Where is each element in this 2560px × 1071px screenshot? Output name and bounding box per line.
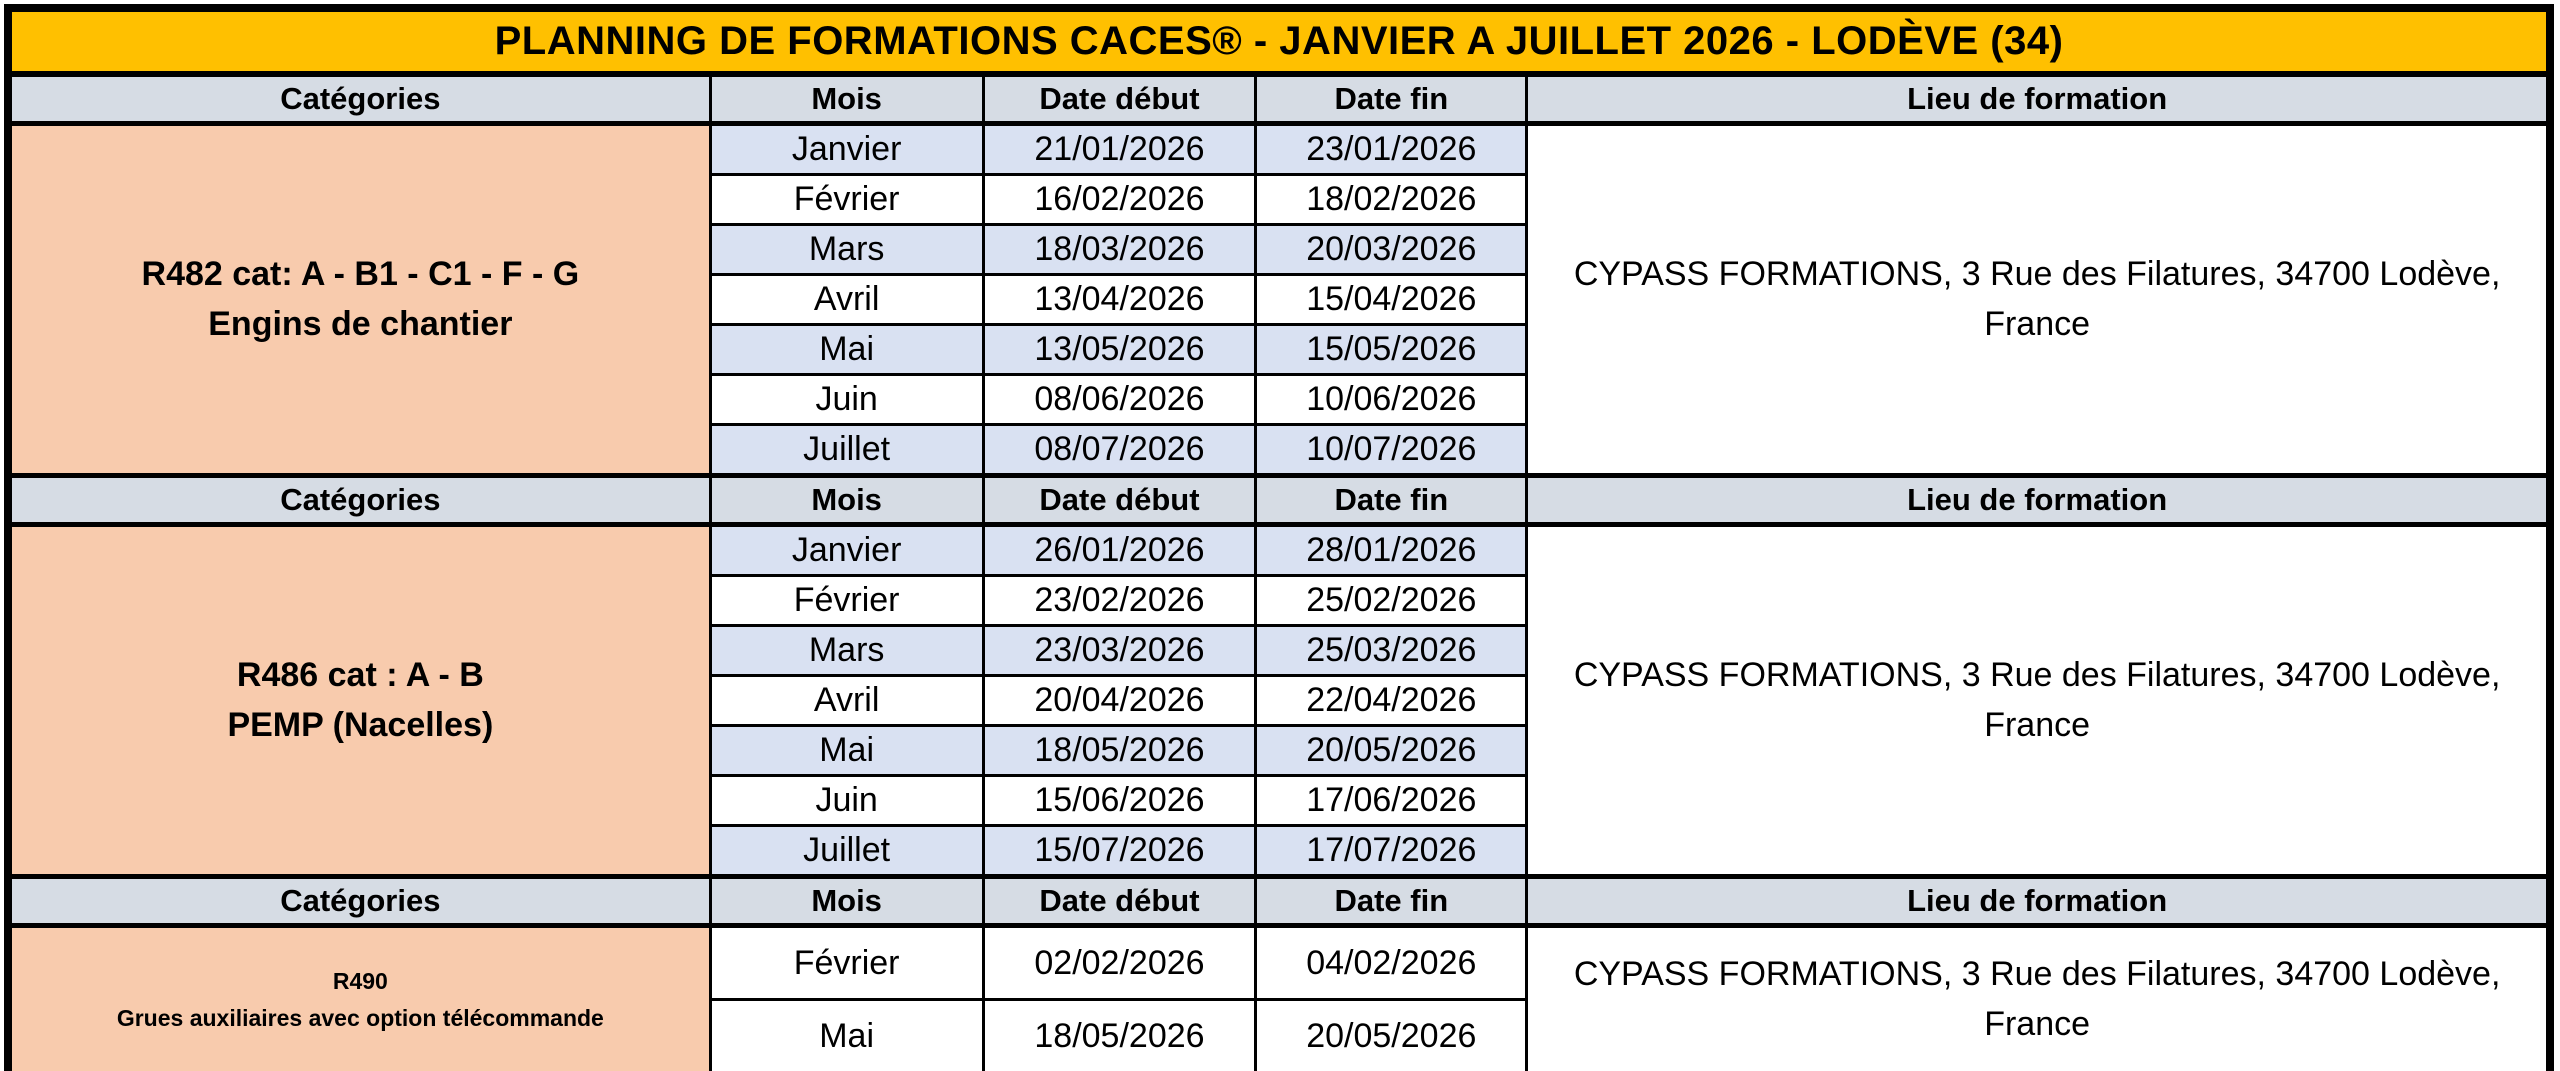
col-header-mois: Mois xyxy=(710,877,983,926)
cell-date-debut: 13/04/2026 xyxy=(983,275,1256,325)
table-row xyxy=(8,926,2550,1000)
cell-mois: Février xyxy=(710,175,983,225)
title-row xyxy=(8,8,2550,74)
col-header-date-debut: Date début xyxy=(983,74,1256,124)
col-header-mois: Mois xyxy=(710,74,983,124)
cell-mois: Janvier xyxy=(710,124,983,175)
cell-date-fin: 15/04/2026 xyxy=(1256,275,1527,325)
cell-mois: Juin xyxy=(710,375,983,425)
category-cell-r490 xyxy=(8,926,710,1071)
table-row xyxy=(8,124,2550,175)
category-subtitle: Engins de chantier xyxy=(208,304,513,343)
category-title: R490 xyxy=(332,967,388,994)
cell-date-fin: 18/02/2026 xyxy=(1256,175,1527,225)
lieu-text: CYPASS FORMATIONS, 3 Rue des Filatures, 34700 Lodève, France xyxy=(1573,255,2501,343)
category-cell-r486 xyxy=(8,525,710,877)
cell-date-fin: 10/07/2026 xyxy=(1256,425,1527,476)
col-header-categories: Catégories xyxy=(8,877,710,926)
col-header-date-debut: Date début xyxy=(983,476,1256,525)
cell-mois: Mai xyxy=(710,1000,983,1071)
cell-date-fin: 10/06/2026 xyxy=(1256,375,1527,425)
cell-date-debut: 23/02/2026 xyxy=(983,576,1256,626)
col-header-date-fin: Date fin xyxy=(1256,476,1527,525)
lieu-cell-r486 xyxy=(1527,525,2550,877)
col-header-date-fin: Date fin xyxy=(1256,74,1527,124)
cell-mois: Mai xyxy=(710,726,983,776)
cell-date-debut: 23/03/2026 xyxy=(983,626,1256,676)
cell-mois: Avril xyxy=(710,676,983,726)
cell-date-fin: 17/07/2026 xyxy=(1256,826,1527,877)
header-row-section-1 xyxy=(8,74,2550,124)
category-title: R486 cat : A - B xyxy=(236,656,484,695)
lieu-text: CYPASS FORMATIONS, 3 Rue des Filatures, 34700 Lodève, France xyxy=(1573,656,2501,744)
cell-mois: Janvier xyxy=(710,525,983,576)
cell-mois: Juin xyxy=(710,776,983,826)
cell-date-fin: 04/02/2026 xyxy=(1256,926,1527,1000)
cell-date-debut: 15/07/2026 xyxy=(983,826,1256,877)
cell-date-fin: 15/05/2026 xyxy=(1256,325,1527,375)
category-cell-r482 xyxy=(8,124,710,476)
cell-date-debut: 08/07/2026 xyxy=(983,425,1256,476)
cell-date-fin: 20/05/2026 xyxy=(1256,1000,1527,1071)
cell-mois: Avril xyxy=(710,275,983,325)
cell-mois: Mars xyxy=(710,225,983,275)
col-header-mois: Mois xyxy=(710,476,983,525)
lieu-cell-r482 xyxy=(1527,124,2550,476)
cell-mois: Mars xyxy=(710,626,983,676)
cell-date-debut: 02/02/2026 xyxy=(983,926,1256,1000)
category-subtitle: PEMP (Nacelles) xyxy=(227,705,494,744)
cell-date-debut: 15/06/2026 xyxy=(983,776,1256,826)
category-title: R482 cat: A - B1 - C1 - F - G xyxy=(141,255,580,294)
planning-table xyxy=(4,4,2554,1071)
cell-date-debut: 26/01/2026 xyxy=(983,525,1256,576)
cell-date-debut: 20/04/2026 xyxy=(983,676,1256,726)
cell-mois: Février xyxy=(710,926,983,1000)
cell-date-fin: 20/05/2026 xyxy=(1256,726,1527,776)
cell-mois: Mai xyxy=(710,325,983,375)
table-row xyxy=(8,525,2550,576)
col-header-lieu: Lieu de formation xyxy=(1527,476,2550,525)
cell-date-fin: 25/02/2026 xyxy=(1256,576,1527,626)
lieu-text: CYPASS FORMATIONS, 3 Rue des Filatures, 34700 Lodève, France xyxy=(1573,955,2501,1043)
cell-mois: Juillet xyxy=(710,425,983,476)
cell-date-fin: 22/04/2026 xyxy=(1256,676,1527,726)
col-header-lieu: Lieu de formation xyxy=(1527,74,2550,124)
cell-mois: Juillet xyxy=(710,826,983,877)
cell-date-debut: 16/02/2026 xyxy=(983,175,1256,225)
cell-date-fin: 20/03/2026 xyxy=(1256,225,1527,275)
cell-date-debut: 08/06/2026 xyxy=(983,375,1256,425)
cell-date-debut: 21/01/2026 xyxy=(983,124,1256,175)
col-header-categories: Catégories xyxy=(8,74,710,124)
cell-date-fin: 17/06/2026 xyxy=(1256,776,1527,826)
cell-date-debut: 18/03/2026 xyxy=(983,225,1256,275)
header-row-section-2 xyxy=(8,476,2550,525)
category-subtitle: Grues auxiliaires avec option télécommande xyxy=(116,1004,604,1031)
header-row-section-3 xyxy=(8,877,2550,926)
cell-date-fin: 25/03/2026 xyxy=(1256,626,1527,676)
col-header-lieu: Lieu de formation xyxy=(1527,877,2550,926)
cell-date-debut: 18/05/2026 xyxy=(983,726,1256,776)
col-header-date-debut: Date début xyxy=(983,877,1256,926)
col-header-categories: Catégories xyxy=(8,476,710,525)
cell-mois: Février xyxy=(710,576,983,626)
page-title: PLANNING DE FORMATIONS CACES® - JANVIER A JUILLET 2026 - LODÈVE (34) xyxy=(8,8,2550,74)
cell-date-debut: 13/05/2026 xyxy=(983,325,1256,375)
cell-date-fin: 23/01/2026 xyxy=(1256,124,1527,175)
cell-date-debut: 18/05/2026 xyxy=(983,1000,1256,1071)
col-header-date-fin: Date fin xyxy=(1256,877,1527,926)
cell-date-fin: 28/01/2026 xyxy=(1256,525,1527,576)
lieu-cell-r490 xyxy=(1527,926,2550,1071)
